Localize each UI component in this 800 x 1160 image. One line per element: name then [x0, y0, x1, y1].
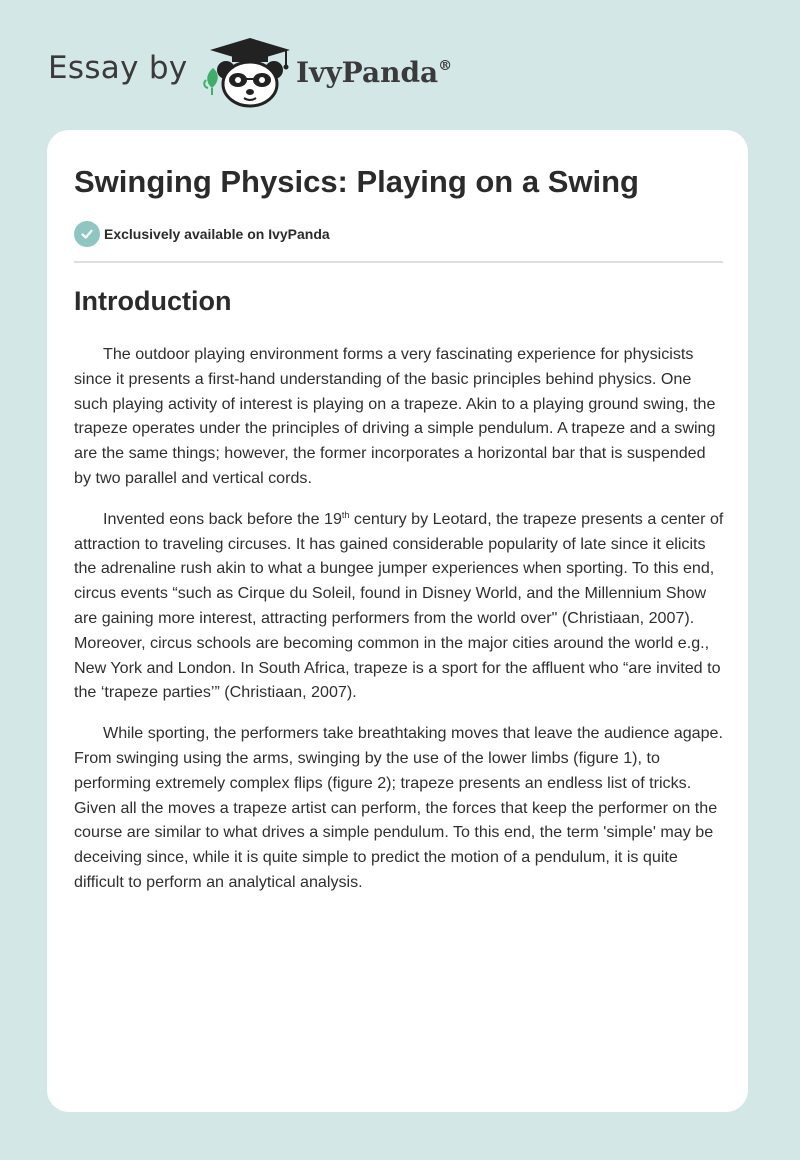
essay-by-label: Essay by	[48, 50, 188, 86]
exclusive-badge-label: Exclusively available on IvyPanda	[104, 226, 330, 242]
paragraph: Invented eons back before the 19th century by Leotard, the trapeze presents a center of attraction to traveling circuses. It has gained considerable popularity of late since it elicits the adrenaline rush akin to what a bungee jumper experiences when sporting. To this end, circus events “such as Cirque du Soleil, found in Disney World, and the Millennium Show are gaining more interest, attracting performers from the world over" (Christiaan, 2007). Moreover, circus schools are becoming common in the major cities around the world e.g., New York and London. In South Africa, trapeze is a sport for the affluent who “are invited to the ‘trapeze parties’” (Christiaan, 2007).	[74, 509, 724, 702]
essay-body	[74, 342, 726, 911]
title-divider	[74, 261, 723, 263]
panda-graduate-icon	[206, 36, 294, 108]
essay-title: Swinging Physics: Playing on a Swing	[74, 164, 639, 199]
paragraph: While sporting, the performers take breathtaking moves that leave the audience agape. From swinging using the arms, swinging by the use of the lower limbs (figure 1), to performing extremely complex flips (figure 2); trapeze presents an endless list of tricks. Given all the moves a trapeze artist can perform, the forces that keep the performer on the course are similar to what drives a simple pendulum. To this end, the term 'simple' may be deceiving since, while it is quite simple to predict the motion of a pendulum, it is quite difficult to perform an analytical analysis.	[74, 724, 723, 891]
paragraph: The outdoor playing environment forms a very fascinating experience for physicists since it presents a first-hand understanding of the basic principles behind physics. One such playing activity of interest is playing on a trapeze. Akin to a playing ground swing, the trapeze operates under the principles of driving a simple pendulum. A trapeze and a swing are the same things; however, the former incorporates a horizontal bar that is suspended by two parallel and vertical cords.	[74, 345, 716, 487]
exclusive-badge	[74, 221, 330, 247]
brand-logo-text: IvyPanda®	[296, 56, 453, 89]
site-header	[48, 36, 468, 108]
essay-card	[47, 130, 748, 1112]
section-heading: Introduction	[74, 286, 232, 316]
checkmark-icon	[74, 221, 100, 247]
